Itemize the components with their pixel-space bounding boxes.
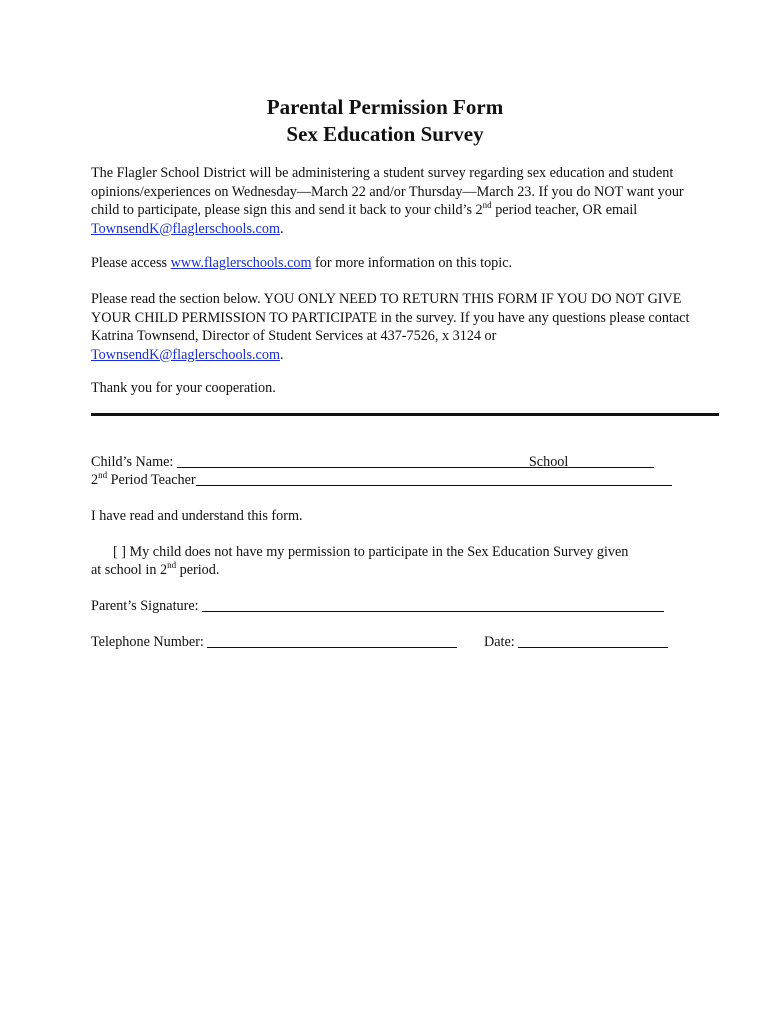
- teacher-number: 2: [91, 472, 99, 488]
- school-label: School: [528, 454, 569, 470]
- signature-field[interactable]: [202, 597, 664, 612]
- instructions-text-end: .: [279, 346, 284, 363]
- date-field[interactable]: [518, 633, 668, 648]
- contact-email-link[interactable]: TownsendK@flaglerschools.com: [91, 346, 280, 363]
- permission-text-end: period.: [176, 562, 220, 578]
- intro-text: The Flagler School District will be administering a student survey regarding sex education and student opinions/experiences on Wednesday—March 22 and/or Thursday—March 23. If you do NOT want your child to participate, please sign this and send it back to your child’s 2: [91, 165, 684, 218]
- teacher-label: Period Teacher: [107, 472, 196, 488]
- access-text: Please access: [91, 255, 171, 271]
- permission-row: [113, 543, 628, 561]
- telephone-field[interactable]: [207, 633, 457, 648]
- instructions-text: Please read the section below. YOU ONLY NEED TO RETURN THIS FORM IF YOU DO NOT GIVE YOUR CHILD PERMISSION TO PARTICIPATE in the survey. If you have any questions please contact Katrina Townsend, Director of Student Services at 437-7526, x 3124 or: [91, 291, 690, 344]
- teacher-superscript: nd: [98, 470, 108, 480]
- access-paragraph: [91, 254, 691, 273]
- permission-superscript: nd: [167, 560, 177, 570]
- date-label: Date:: [484, 634, 519, 650]
- date-row: [484, 633, 668, 651]
- teacher-row: [91, 471, 672, 489]
- telephone-label: Telephone Number:: [91, 634, 208, 650]
- child-name-row: [91, 453, 654, 471]
- intro-paragraph: [91, 164, 691, 238]
- signature-row: [91, 597, 664, 615]
- permission-text: My child does not have my permission to participate in the Sex Education Survey given: [126, 544, 629, 560]
- signature-label: Parent’s Signature:: [91, 598, 203, 614]
- email-link[interactable]: TownsendK@flaglerschools.com: [91, 220, 280, 237]
- permission-text-continued: at school in 2: [91, 562, 168, 578]
- website-link[interactable]: www.flaglerschools.com: [170, 255, 312, 271]
- access-text-end: for more information on this topic.: [311, 255, 513, 271]
- child-name-field[interactable]: [177, 453, 529, 468]
- intro-text-end: .: [279, 220, 284, 237]
- teacher-field[interactable]: [196, 471, 672, 486]
- school-field[interactable]: [568, 453, 654, 468]
- child-name-label: Child’s Name:: [91, 454, 177, 470]
- permission-checkbox[interactable]: [ ]: [113, 544, 126, 560]
- section-divider: [91, 413, 719, 416]
- intro-superscript: nd: [482, 200, 492, 210]
- read-statement: I have read and understand this form.: [91, 508, 303, 524]
- intro-text-continued: period teacher, OR email: [491, 202, 638, 218]
- instructions-paragraph: [91, 290, 691, 364]
- thanks-text: Thank you for your cooperation.: [91, 380, 276, 396]
- telephone-row: [91, 633, 457, 651]
- form-subtitle: Sex Education Survey: [286, 122, 484, 146]
- permission-row-continued: [91, 561, 219, 579]
- form-title: Parental Permission Form: [266, 95, 504, 119]
